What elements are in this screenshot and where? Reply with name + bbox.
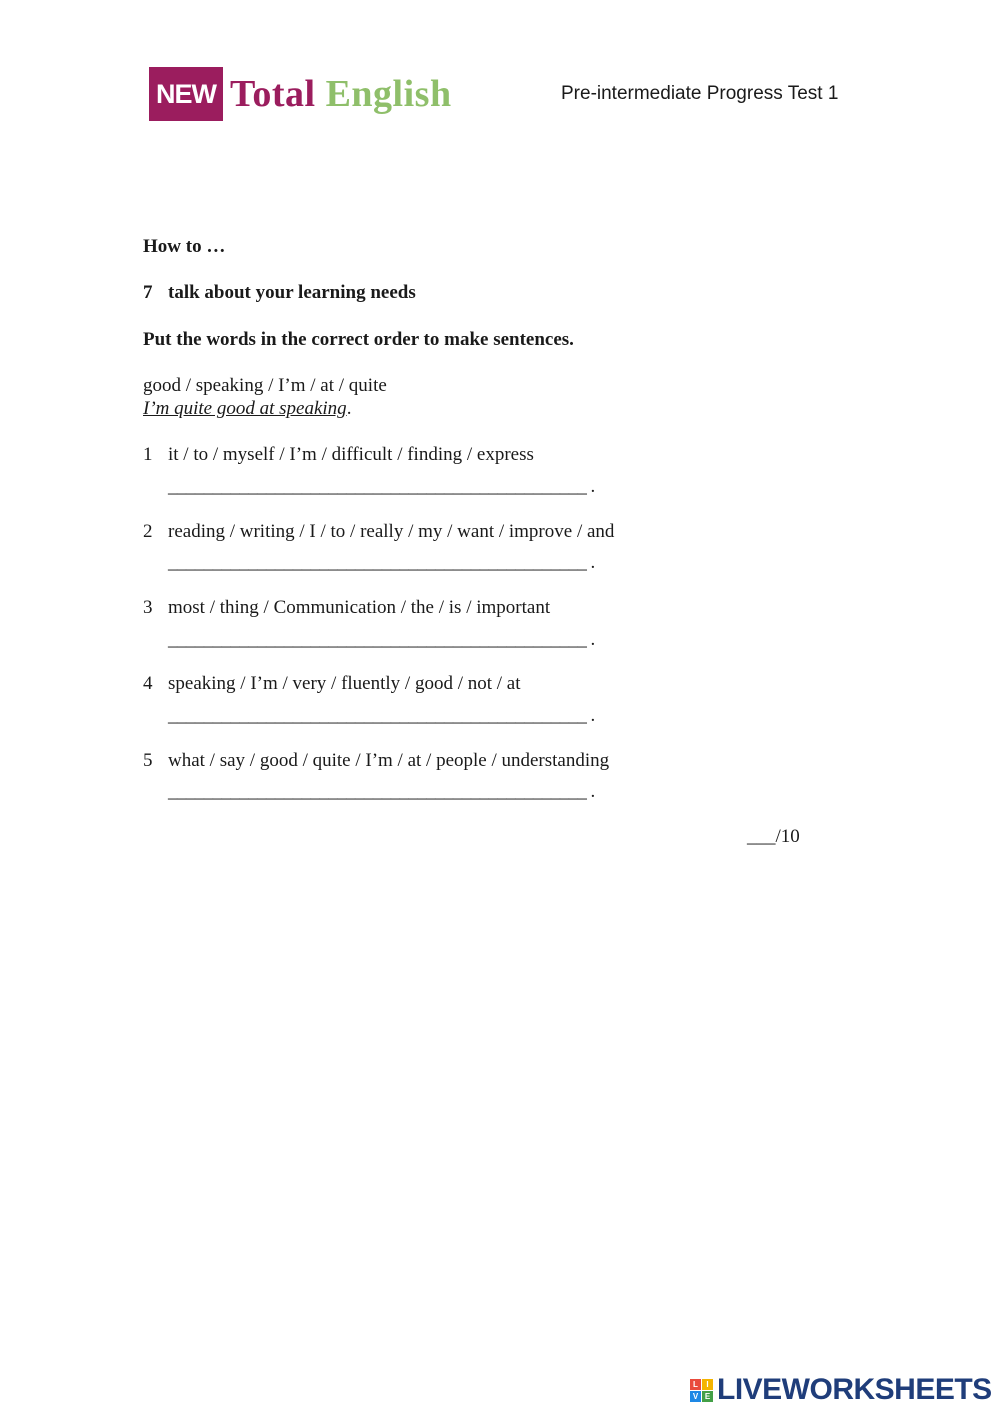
logo-total-text: Total	[230, 73, 316, 115]
item-prompt: speaking / I’m / very / fluently / good / not / at	[168, 673, 521, 694]
icon-letter-l: L	[690, 1379, 701, 1390]
icon-letter-v: V	[690, 1391, 701, 1402]
logo-new-badge: NEW	[149, 67, 223, 121]
section-heading: How to …	[143, 236, 226, 257]
item-number: 5	[143, 750, 153, 771]
liveworksheets-icon	[690, 1379, 713, 1402]
item-prompt: it / to / myself / I’m / difficult / finding / express	[168, 444, 534, 465]
liveworksheets-logo	[690, 1373, 992, 1407]
item-number: 2	[143, 521, 153, 542]
item-prompt: what / say / good / quite / I’m / at / people / understanding	[168, 750, 610, 771]
answer-blank[interactable]: _______________________________________________ .	[168, 476, 595, 497]
item-number: 3	[143, 597, 153, 618]
icon-letter-i: I	[702, 1379, 713, 1390]
example-period: .	[346, 398, 352, 419]
answer-blank[interactable]: _______________________________________________ .	[168, 781, 595, 802]
score-total: ___/10	[747, 826, 800, 847]
item-number: 1	[143, 444, 153, 465]
answer-blank[interactable]: _______________________________________________ .	[168, 552, 595, 573]
test-title: Pre-intermediate Progress Test 1	[561, 83, 839, 104]
example-answer: I’m quite good at speaking	[143, 398, 347, 419]
logo-english-text: English	[325, 73, 452, 115]
example-prompt: good / speaking / I’m / at / quite	[143, 375, 387, 396]
liveworksheets-brand: LIVEWORKSHEETS	[717, 1373, 992, 1406]
answer-blank[interactable]: _______________________________________________ .	[168, 705, 595, 726]
new-total-english-logo	[149, 67, 452, 121]
item-number: 4	[143, 673, 153, 694]
answer-blank[interactable]: _______________________________________________ .	[168, 629, 595, 650]
task-title: talk about your learning needs	[168, 282, 416, 303]
instruction: Put the words in the correct order to make sentences.	[143, 329, 574, 350]
task-number: 7	[143, 282, 153, 303]
icon-letter-e: E	[702, 1391, 713, 1402]
example-answer-line	[143, 398, 351, 420]
item-prompt: reading / writing / I / to / really / my / want / improve / and	[168, 521, 615, 542]
item-prompt: most / thing / Communication / the / is / important	[168, 597, 551, 618]
